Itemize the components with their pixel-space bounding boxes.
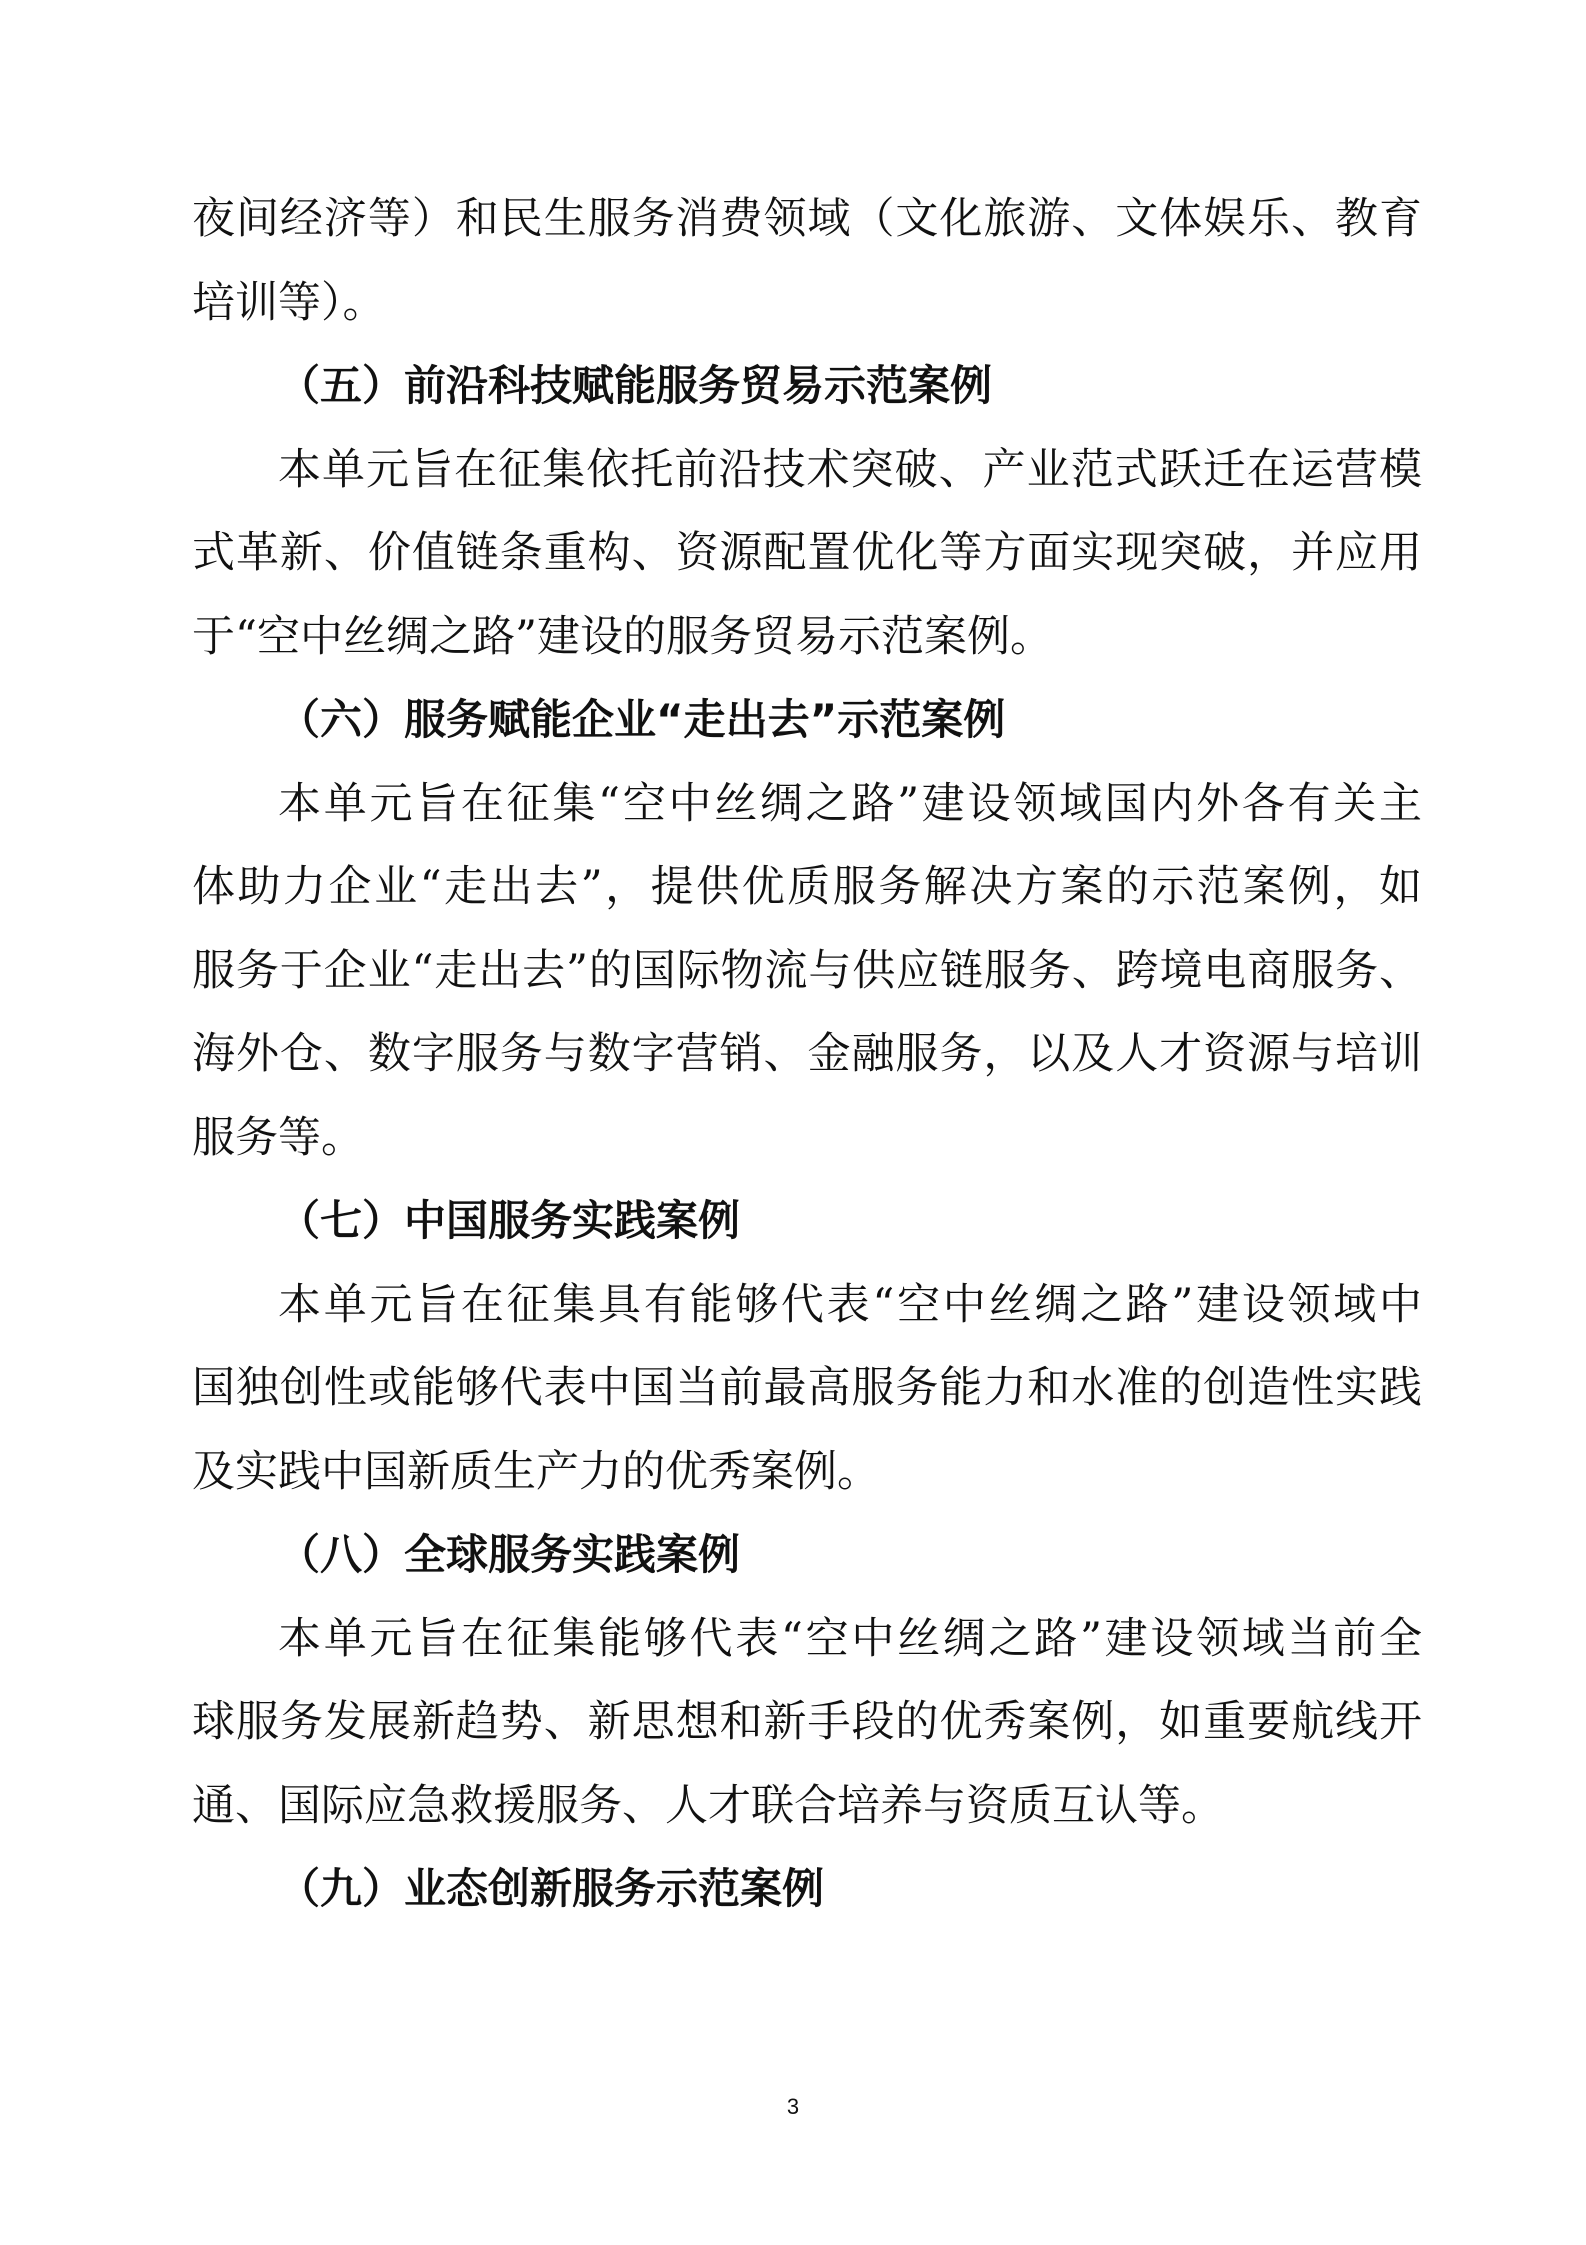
- paragraph-line: 本单元旨在征集具有能够代表“空中丝绸之路”建设领域中: [278, 1279, 1422, 1330]
- paragraph-line: 式革新、价值链条重构、资源配置优化等方面实现突破，并应用: [192, 528, 1422, 578]
- paragraph-line: 国独创性或能够代表中国当前最高服务能力和水准的创造性实践: [192, 1363, 1422, 1413]
- paragraph-line: 服务等。: [192, 1112, 364, 1163]
- paragraph-line: 通、国际应急救援服务、人才联合培养与资质互认等。: [192, 1780, 1224, 1831]
- paragraph-line: 本单元旨在征集能够代表“空中丝绸之路”建设领域当前全: [278, 1613, 1422, 1664]
- paragraph-line: 本单元旨在征集“空中丝绸之路”建设领域国内外各有关主: [278, 778, 1422, 829]
- paragraph-line: 球服务发展新趋势、新思想和新手段的优秀案例，如重要航线开: [192, 1697, 1422, 1747]
- paragraph-line: 于“空中丝绸之路”建设的服务贸易示范案例。: [192, 611, 1053, 662]
- section-heading-8: （八）全球服务实践案例: [278, 1530, 741, 1579]
- section-heading-6: （六）服务赋能企业“走出去”示范案例: [278, 695, 1006, 744]
- paragraph-line: 体助力企业“走出去”，提供优质服务解决方案的示范案例，如: [192, 862, 1422, 912]
- paragraph-line: 培训等）。: [192, 277, 386, 328]
- section-heading-7: （七）中国服务实践案例: [278, 1196, 741, 1245]
- section-heading-9: （九）业态创新服务示范案例: [278, 1864, 825, 1913]
- page-number: 3: [786, 2094, 800, 2119]
- document-body: [192, 184, 1422, 1938]
- paragraph-line: 本单元旨在征集依托前沿技术突破、产业范式跃迁在运营模: [278, 444, 1422, 495]
- paragraph-line: 海外仓、数字服务与数字营销、金融服务，以及人才资源与培训: [192, 1029, 1422, 1079]
- section-heading-5: （五）前沿科技赋能服务贸易示范案例: [278, 361, 993, 410]
- paragraph-line: 夜间经济等）和民生服务消费领域（文化旅游、文体娱乐、教育: [192, 194, 1422, 244]
- paragraph-line: 及实践中国新质生产力的优秀案例。: [192, 1446, 880, 1497]
- paragraph-line: 服务于企业“走出去”的国际物流与供应链服务、跨境电商服务、: [192, 945, 1422, 996]
